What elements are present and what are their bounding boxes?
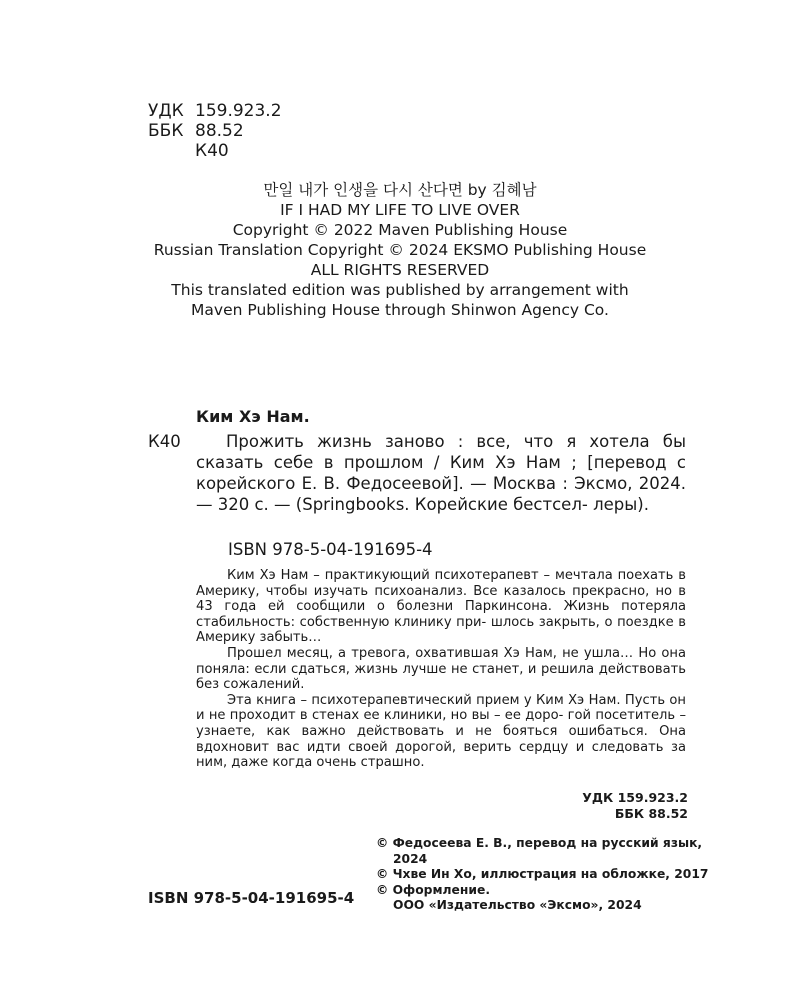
arrangement-line-2: Maven Publishing House through Shinwon Agency Co. [191,301,609,319]
bibliographic-code: К40 [148,432,181,451]
udk-label: УДК [148,101,184,121]
copyright-original: Copyright © 2022 Maven Publishing House [232,221,568,239]
bbk-value: 88.52 [195,121,244,141]
bibliographic-description: Прожить жизнь заново : все, что я хотела бы сказать себе в прошлом / Ким Хэ Нам ; [перевод с корейского Е. В. Федосеевой]. — Москва : Эксмо, 2024. — 320 с. — (Springbooks. Корейские бестсел- леры). [196,432,686,514]
bbk-label: ББК [148,121,184,141]
annotation-paragraph-2: Прошел месяц, а тревога, охватившая Хэ Нам, не ушла… Но она поняла: если сдаться, жизнь лучше не станет, и решила действовать без сожалений. [196,645,686,693]
bbk-small: ББК 88.52 [614,806,688,821]
classification-small [582,790,688,822]
arrangement-line-1: This translated edition was published by arrangement with [171,281,629,299]
author-heading: Ким Хэ Нам. [196,407,310,426]
english-title: IF I HAD MY LIFE TO LIVE OVER [280,201,520,219]
rights-translation-line-2: 2024 [393,851,428,866]
copyright-translation: Russian Translation Copyright © 2024 EKSMO Publishing House [153,241,647,259]
annotation-paragraph-3: Эта книга – психотерапевтический прием у Ким Хэ Нам. Пусть он и не проходит в стенах ее клиники, но вы – ее доро- гой посетитель – узнаете, как важно действовать и не бояться ошибаться. Она вдохновит вас идти своей дорогой, верить сердцу и следовать за ним, даже когда очень страшно. [196,692,686,771]
rights-illustration: © Чхве Ин Хо, иллюстрация на обложке, 2017 [376,867,709,882]
rights-block [376,836,709,914]
original-title-line: 만일 내가 인생을 다시 산다면 by 김혜남 [263,181,537,199]
isbn-bottom: ISBN 978-5-04-191695-4 [148,889,355,907]
annotation [196,568,686,771]
rights-reserved: ALL RIGHTS RESERVED [310,261,490,279]
isbn-main: ISBN 978-5-04-191695-4 [228,540,433,559]
rights-translation-line-1: © Федосеева Е. В., перевод на русский язык, [376,836,703,850]
rights-design-line-1: © Оформление. [376,882,491,897]
annotation-paragraph-1: Ким Хэ Нам – практикующий психотерапевт – мечтала поехать в Америку, чтобы изучать психоанализ. Все казалось прекрасно, но в 43 года ей сообщили о болезни Паркинсона. Жизнь потеряла стабильность: собственную клинику при- шлось закрыть, о поездке в Америку забыть… [196,568,686,646]
udk-value: 159.923.2 [195,101,282,121]
bbk-line [148,121,244,141]
copyright-block [0,180,800,320]
udk-line [148,101,282,121]
rights-design-line-2: ООО «Издательство «Эксмо», 2024 [393,898,642,913]
udk-small: УДК 159.923.2 [582,790,688,805]
author-sign: К40 [195,141,229,161]
